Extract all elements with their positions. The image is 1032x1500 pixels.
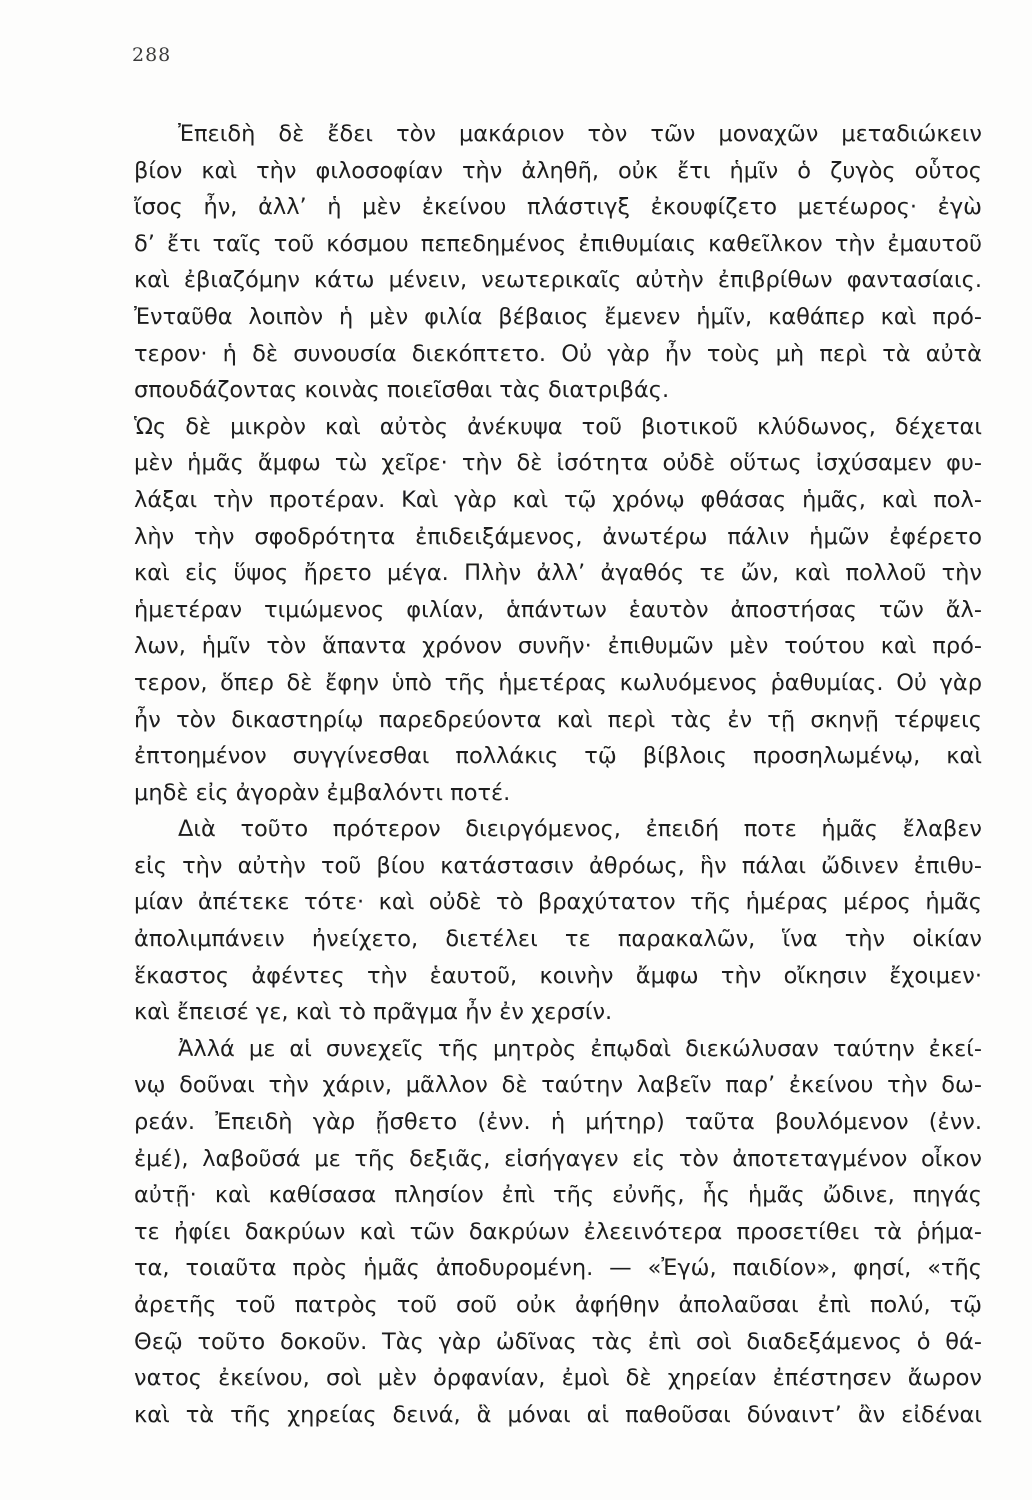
text-line: τε ἠφίει δακρύων καὶ τῶν δακρύων ἐλεεινότερα προσετίθει τὰ ῥήμα- bbox=[134, 1218, 982, 1245]
text-line: καὶ ἔπεισέ γε, καὶ τὸ πρᾶγμα ἦν ἐν χερσίν. bbox=[134, 999, 613, 1026]
text-line: τερον, ὅπερ δὲ ἔφην ὑπὸ τῆς ἡμετέρας κωλυόμενος ῥαθυμίας. Οὐ γὰρ bbox=[134, 669, 982, 696]
text-line: βίον καὶ τὴν φιλοσοφίαν τὴν ἀληθῆ, οὐκ ἔτι ἡμῖν ὁ ζυγὸς οὗτος bbox=[134, 157, 982, 184]
text-line: Διὰ τοῦτο πρότερον διειργόμενος, ἐπειδή ποτε ἡμᾶς ἔλαβεν bbox=[178, 816, 982, 843]
text-line: καὶ εἰς ὕψος ἤρετο μέγα. Πλὴν ἀλλ’ ἀγαθός τε ὤν, καὶ πολλοῦ τὴν bbox=[134, 560, 982, 587]
text-line: ἴσος ἦν, ἀλλ’ ἡ μὲν ἐκείνου πλάστιγξ ἐκουφίζετο μετέωρος· ἐγὼ bbox=[134, 194, 982, 221]
text-line: ἕκαστος ἀφέντες τὴν ἑαυτοῦ, κοινὴν ἄμφω τὴν οἴκησιν ἔχοιμεν· bbox=[134, 962, 982, 989]
text-line: ἡμετέραν τιμώμενος φιλίαν, ἁπάντων ἑαυτὸν ἀποστήσας τῶν ἄλ- bbox=[134, 596, 982, 623]
text-line: καὶ τὰ τῆς χηρείας δεινά, ἃ μόναι αἱ παθοῦσαι δύναιντ’ ἂν εἰδέναι bbox=[134, 1401, 982, 1428]
text-line: εἰς τὴν αὐτὴν τοῦ βίου κατάστασιν ἀθρόως, ἣν πάλαι ὤδινεν ἐπιθυ- bbox=[134, 852, 982, 879]
page-number: 288 bbox=[132, 44, 172, 66]
text-line: λων, ἡμῖν τὸν ἅπαντα χρόνον συνῆν· ἐπιθυμῶν μὲν τούτου καὶ πρό- bbox=[134, 633, 982, 660]
text-line: ἀρετῆς τοῦ πατρὸς τοῦ σοῦ οὐκ ἀφήθην ἀπολαῦσαι ἐπὶ πολύ, τῷ bbox=[134, 1292, 982, 1318]
text-line: αὐτῇ· καὶ καθίσασα πλησίον ἐπὶ τῆς εὐνῆς, ἧς ἡμᾶς ὤδινε, πηγάς bbox=[134, 1182, 982, 1209]
text-line: νατος ἐκείνου, σοὶ μὲν ὀρφανίαν, ἐμοὶ δὲ χηρείαν ἐπέστησεν ἄωρον bbox=[134, 1365, 982, 1392]
text-line: τα, τοιαῦτα πρὸς ἡμᾶς ἀποδυρομένη. — «Ἐγώ, παιδίον», φησί, «τῆς bbox=[134, 1255, 982, 1282]
text-line: μηδὲ εἰς ἀγορὰν ἐμβαλόντι ποτέ. bbox=[134, 779, 511, 806]
text-line: Ἐνταῦθα λοιπὸν ἡ μὲν φιλία βέβαιος ἔμενεν ἡμῖν, καθάπερ καὶ πρό- bbox=[134, 303, 982, 330]
text-line: τερον· ἡ δὲ συνουσία διεκόπτετο. Οὐ γὰρ ἦν τοὺς μὴ περὶ τὰ αὐτὰ bbox=[134, 340, 982, 367]
text-line: καὶ ἐβιαζόμην κάτω μένειν, νεωτερικαῖς αὐτὴν ἐπιβρίθων φαντασίαις. bbox=[134, 267, 982, 294]
body-text bbox=[134, 116, 982, 1433]
text-line: μίαν ἀπέτεκε τότε· καὶ οὐδὲ τὸ βραχύτατον τῆς ἡμέρας μέρος ἡμᾶς bbox=[134, 889, 982, 916]
text-line: Ἐπειδὴ δὲ ἔδει τὸν μακάριον τὸν τῶν μοναχῶν μεταδιώκειν bbox=[178, 121, 982, 147]
text-line: λάξαι τὴν προτέραν. Καὶ γὰρ καὶ τῷ χρόνῳ φθάσας ἡμᾶς, καὶ πολ- bbox=[134, 486, 982, 513]
text-line: Θεῷ τοῦτο δοκοῦν. Τὰς γὰρ ὠδῖνας τὰς ἐπὶ σοὶ διαδεξάμενος ὁ θά- bbox=[134, 1328, 982, 1355]
text-line: δ’ ἔτι ταῖς τοῦ κόσμου πεπεδημένος ἐπιθυμίαις καθεῖλκον τὴν ἐμαυτοῦ bbox=[134, 230, 982, 257]
text-line: ἐπτοημένον συγγίνεσθαι πολλάκις τῷ βίβλοις προσηλωμένῳ, καὶ bbox=[134, 743, 982, 770]
text-line: Ἀλλά με αἱ συνεχεῖς τῆς μητρὸς ἐπῳδαὶ διεκώλυσαν ταύτην ἐκεί- bbox=[178, 1035, 982, 1062]
text-line: λὴν τὴν σφοδρότητα ἐπιδειξάμενος, ἀνωτέρω πάλιν ἡμῶν ἐφέρετο bbox=[134, 523, 982, 550]
text-line: ρεάν. Ἐπειδὴ γὰρ ᾔσθετο (ἐνν. ἡ μήτηρ) ταῦτα βουλόμενον (ἐνν. bbox=[134, 1109, 982, 1136]
text-line: μὲν ἡμᾶς ἄμφω τὼ χεῖρε· τὴν δὲ ἰσότητα οὐδὲ οὕτως ἰσχύσαμεν φυ- bbox=[134, 450, 982, 477]
text-line: σπουδάζοντας κοινὰς ποιεῖσθαι τὰς διατριβάς. bbox=[134, 377, 670, 404]
text-line: νῳ δοῦναι τὴν χάριν, μᾶλλον δὲ ταύτην λαβεῖν παρ’ ἐκείνου τὴν δω- bbox=[134, 1072, 982, 1099]
text-line: ἐμέ), λαβοῦσά με τῆς δεξιᾶς, εἰσήγαγεν εἰς τὸν ἀποτεταγμένον οἶκον bbox=[134, 1145, 982, 1172]
text-line: ἦν τὸν δικαστηρίῳ παρεδρεύοντα καὶ περὶ τὰς ἐν τῇ σκηνῇ τέρψεις bbox=[134, 706, 982, 733]
text-line: Ὡς δὲ μικρὸν καὶ αὐτὸς ἀνέκυψα τοῦ βιοτικοῦ κλύδωνος, δέχεται bbox=[134, 413, 982, 440]
text-line: ἀπολιμπάνειν ἠνείχετο, διετέλει τε παρακαλῶν, ἵνα τὴν οἰκίαν bbox=[134, 926, 982, 953]
